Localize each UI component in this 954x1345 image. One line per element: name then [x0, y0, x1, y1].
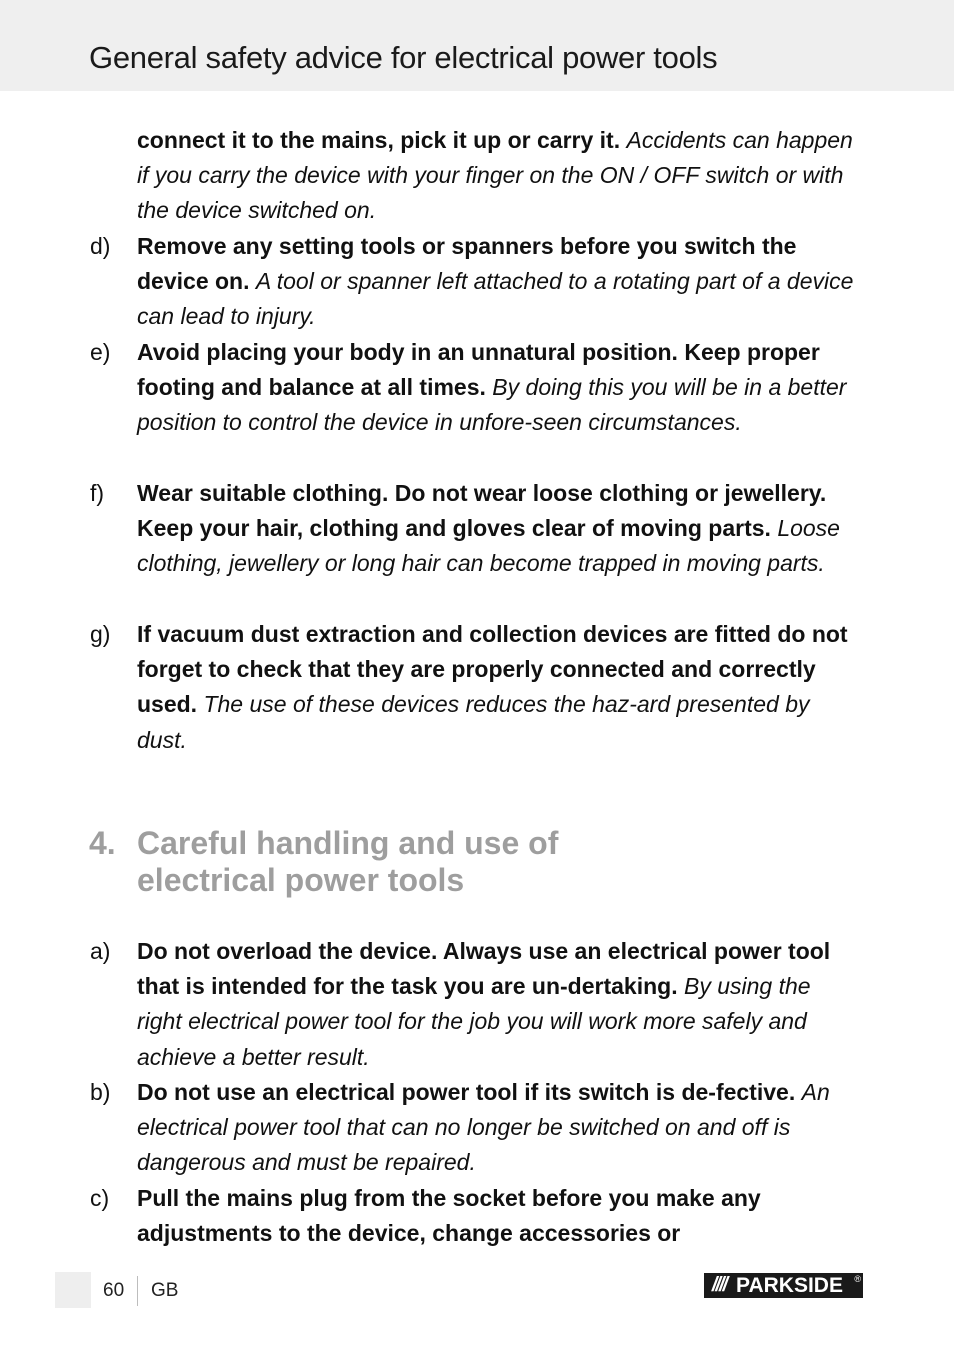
bold-instruction: Pull the mains plug from the socket before you make any adjustments to the device, change accessories or — [137, 1185, 761, 1247]
paragraph — [137, 335, 861, 441]
list-marker: e) — [90, 339, 111, 365]
bold-instruction: Do not use an electrical power tool if its switch is de-fective. — [137, 1079, 796, 1105]
italic-explanation: An electrical power tool that can no longer be switched on and off is dangerous and must be repaired. — [137, 1079, 830, 1176]
page-number: 60 — [103, 1280, 125, 1301]
footer-divider — [137, 1276, 138, 1306]
logo-stripes-icon: //// — [711, 1274, 727, 1296]
paragraph — [137, 1075, 861, 1181]
bold-instruction: Avoid placing your body in an unnatural position. Keep proper footing and balance at all times. — [137, 339, 820, 401]
italic-explanation: By using the right electrical power tool for the job you will work more safely and achieve a better result. — [137, 973, 811, 1070]
bold-instruction: Do not overload the device. Always use an electrical power tool that is intended for the task you are un-dertaking. — [137, 938, 831, 1000]
italic-explanation: Loose clothing, jewellery or long hair can become trapped in moving parts. — [137, 515, 840, 577]
list-marker: d) — [90, 233, 111, 259]
bold-instruction: If vacuum dust extraction and collection devices are fitted do not forget to check that they are properly connected and correctly used. — [137, 621, 848, 718]
paragraph — [137, 1181, 861, 1251]
paragraph — [137, 617, 861, 758]
list-marker: a) — [90, 938, 111, 964]
italic-explanation: The use of these devices reduces the haz-ard presented by dust. — [137, 691, 810, 753]
bold-instruction: connect it to the mains, pick it up or carry it. — [137, 127, 621, 153]
bold-instruction: Remove any setting tools or spanners before you switch the device on. — [137, 233, 797, 295]
italic-explanation: Accidents can happen if you carry the device with your finger on the ON / OFF switch or with the device switched on. — [137, 127, 853, 224]
list-marker: g) — [90, 621, 111, 647]
list-marker: f) — [90, 480, 105, 506]
paragraph — [137, 476, 861, 582]
section-title-line: electrical power tools — [137, 862, 465, 898]
logo-wordmark: PARKSIDE — [736, 1273, 843, 1297]
paragraph — [137, 229, 861, 335]
page-header-title: General safety advice for electrical power tools — [89, 40, 718, 75]
registered-mark: ® — [854, 1274, 861, 1284]
paragraph — [137, 123, 861, 229]
section-number: 4. — [89, 825, 116, 861]
italic-explanation: A tool or spanner left attached to a rotating part of a device can lead to injury. — [137, 268, 854, 330]
bold-instruction: Wear suitable clothing. Do not wear loose clothing or jewellery. Keep your hair, clothing and gloves clear of moving parts. — [137, 480, 827, 542]
parkside-logo — [704, 1273, 863, 1298]
section-title-line: Careful handling and use of — [137, 825, 559, 861]
paragraph — [137, 934, 861, 1075]
list-marker: c) — [90, 1185, 110, 1211]
language-code: GB — [151, 1280, 179, 1301]
list-marker: b) — [90, 1079, 111, 1105]
footer-grey-box — [55, 1272, 91, 1308]
italic-explanation: By doing this you will be in a better position to control the device in unfore-seen circumstances. — [137, 374, 847, 436]
section-title — [137, 825, 737, 899]
